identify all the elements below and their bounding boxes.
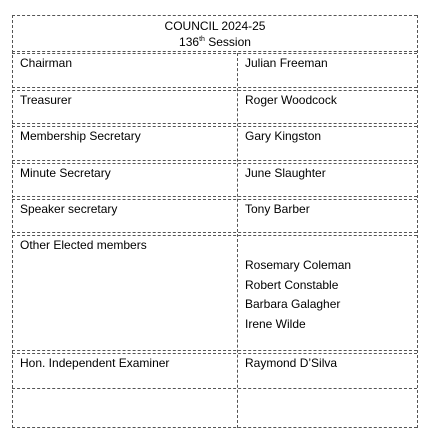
member-name: Roger Woodcock — [245, 93, 337, 107]
session-suffix: th — [199, 36, 205, 43]
council-title-text: COUNCIL 2024-25 — [164, 19, 266, 33]
role-label: Speaker secretary — [20, 202, 118, 216]
role-label: Hon. Independent Examiner — [20, 356, 170, 370]
row-divider — [12, 232, 417, 233]
row-divider — [12, 388, 417, 389]
member-name: Raymond D’Silva — [245, 356, 338, 370]
row-divider — [12, 350, 417, 351]
member-name: Barbara Galagher — [245, 297, 341, 311]
row-divider — [12, 87, 417, 88]
session-word: Session — [208, 35, 251, 49]
member-name: Julian Freeman — [245, 56, 328, 70]
row-divider — [12, 353, 417, 354]
table-right-border — [417, 15, 418, 428]
row-divider — [12, 235, 417, 236]
row-divider — [12, 160, 417, 161]
row-divider — [12, 126, 417, 127]
member-name: Rosemary Coleman — [245, 258, 352, 272]
member-name: Irene Wilde — [245, 317, 306, 331]
row-divider — [12, 199, 417, 200]
role-label: Other Elected members — [20, 238, 147, 252]
session-number: 136 — [179, 35, 200, 49]
member-name: Tony Barber — [245, 202, 310, 216]
council-title — [12, 19, 418, 33]
role-label: Treasurer — [20, 93, 72, 107]
column-divider — [237, 53, 238, 428]
row-divider — [12, 53, 417, 54]
member-name: Robert Constable — [245, 278, 339, 292]
table-left-border — [12, 15, 13, 428]
role-label: Chairman — [20, 56, 73, 70]
member-name: June Slaughter — [245, 166, 326, 180]
row-divider — [12, 123, 417, 124]
role-label: Membership Secretary — [20, 129, 141, 143]
row-divider — [12, 90, 417, 91]
session-line — [12, 35, 418, 49]
role-label: Minute Secretary — [20, 166, 111, 180]
row-divider — [12, 163, 417, 164]
table-bottom-border — [12, 427, 417, 428]
table-top-border — [12, 15, 417, 16]
row-divider — [12, 51, 417, 52]
row-divider — [12, 196, 417, 197]
member-name: Gary Kingston — [245, 129, 322, 143]
